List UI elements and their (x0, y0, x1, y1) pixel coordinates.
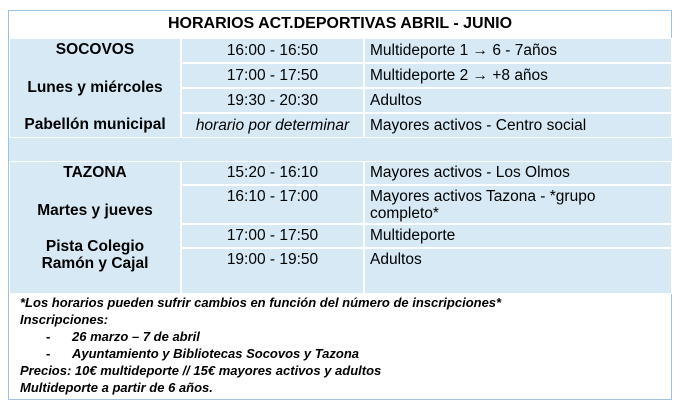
table-row-activity: Mayores activos Tazona - *grupo completo* (364, 185, 672, 224)
table-row-time: 17:00 - 17:50 (181, 224, 364, 248)
table-row-activity: Mayores activos - Centro social (364, 113, 672, 138)
registration-heading: Inscripciones: (20, 312, 109, 327)
table-row-time: horario por determinar (181, 113, 364, 138)
schedule-title: HORARIOS ACT.DEPORTIVAS ABRIL - JUNIO (167, 15, 513, 32)
prices-note: Precios: 10€ multideporte // 15€ mayores activos y adultos (20, 363, 382, 378)
venue-label: Pista Colegio (45, 238, 145, 255)
registration-item: - 26 marzo – 7 de abril (46, 329, 200, 344)
days-label: Lunes y miércoles (27, 79, 163, 96)
table-row-time: 16:10 - 17:00 (181, 185, 364, 224)
table-row-activity: Adultos (364, 88, 672, 113)
registration-item: - Ayuntamiento y Bibliotecas Socovos y Tazona (46, 346, 360, 361)
tazona-location-cell (9, 161, 181, 294)
table-row-activity: Multideporte 1 → 6 - 7años (364, 38, 672, 63)
town-label: SOCOVOS (55, 41, 135, 58)
section-separator (9, 138, 672, 161)
table-row-time: 17:00 - 17:50 (181, 63, 364, 88)
disclaimer-note: *Los horarios pueden sufrir cambios en función del número de inscripciones* (20, 295, 502, 310)
days-label: Martes y jueves (37, 202, 153, 219)
venue-label: Pabellón municipal (24, 116, 166, 133)
venue-label: Ramón y Cajal (41, 255, 149, 272)
table-row-time: 19:30 - 20:30 (181, 88, 364, 113)
schedule-notes (20, 294, 660, 396)
table-row-time: 16:00 - 16:50 (181, 38, 364, 63)
table-row-time: 19:00 - 19:50 (181, 248, 364, 294)
table-row-time: 15:20 - 16:10 (181, 161, 364, 185)
age-note: Multideporte a partir de 6 años. (20, 380, 213, 395)
table-row-activity: Multideporte (364, 224, 672, 248)
socovos-location-cell (9, 38, 181, 138)
table-row-activity: Multideporte 2 → +8 años (364, 63, 672, 88)
town-label: TAZONA (63, 164, 127, 181)
table-row-activity: Adultos (364, 248, 672, 294)
table-row-activity: Mayores activos - Los Olmos (364, 161, 672, 185)
